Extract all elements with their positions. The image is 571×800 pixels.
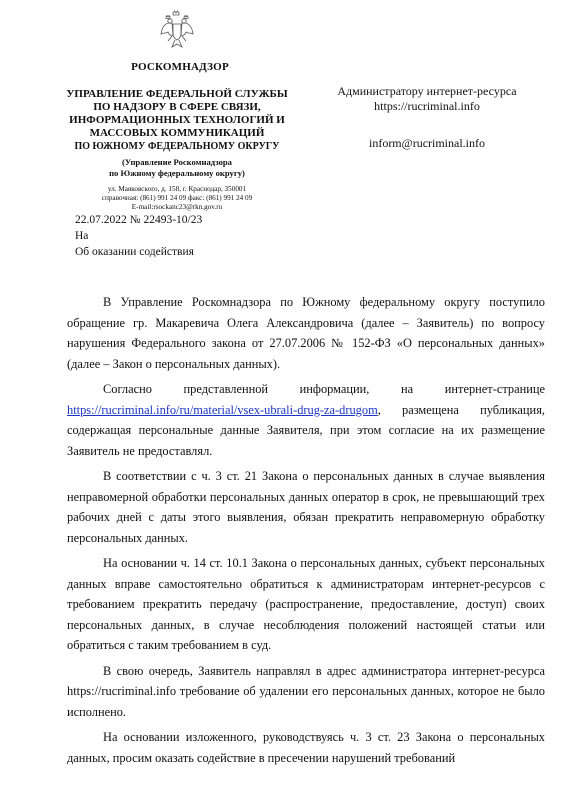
document-subject: Об оказании содействия [75, 246, 194, 258]
org-short-parenthetical [62, 157, 292, 179]
body-paragraph [67, 379, 545, 461]
body-paragraph: На основании изложенного, руководствуясь ч. 3 ст. 23 Закона о персональных данных, просим оказать содействие в пресечении нарушений требований [67, 730, 545, 765]
org-full-line: ПО НАДЗОРУ В СФЕРЕ СВЯЗИ, [93, 101, 261, 113]
email-line: E-mail:rsockanc23@rkn.gov.ru [131, 203, 223, 211]
address-line: ул. Маяковского, д. 158, г. Краснодар, 350001 [107, 185, 247, 193]
reference-label: На [75, 230, 89, 242]
recipient-email: inform@rucriminal.info [368, 136, 486, 150]
body-paragraph: В соответствии с ч. 3 ст. 21 Закона о персональных данных в случае выявления неправомерной обработки персональных данных оператор в срок, не превышающий трех рабочих дней с даты этого выявления, обязан прекратить неправомерную обработку персональных данных. [67, 469, 545, 545]
org-full-line: МАССОВЫХ КОММУНИКАЦИЙ [89, 127, 265, 139]
recipient-title: Администратору интернет-ресурса [337, 84, 517, 98]
org-paren-line: (Управление Роскомнадзора [122, 157, 232, 167]
phone-fax-line: справочная: (861) 991 24 09 факс: (861) 991 24 09 [101, 194, 253, 202]
recipient-site: https://rucriminal.info [374, 99, 480, 113]
org-short-name: РОСКОМНАДЗОР [131, 61, 229, 73]
publication-link[interactable]: https://rucriminal.info/ru/material/vsex-ubrali-drug-za-drugom [67, 402, 378, 417]
recipient-block [312, 84, 542, 151]
org-full-line: ПО ЮЖНОМУ ФЕДЕРАЛЬНОМУ ОКРУГУ [74, 141, 280, 152]
org-full-line: ИНФОРМАЦИОННЫХ ТЕХНОЛОГИЙ И [69, 114, 285, 126]
body-paragraph: В Управление Роскомнадзора по Южному федеральному округу поступило обращение гр. Макаревича Олега Александровича (далее – Заявитель) по вопросу нарушения Федерального закона от 27.07.2006 № 152-ФЗ «О персональных данных» (далее – Закон о персональных данных). [67, 295, 545, 371]
org-paren-line: по Южному федеральному округу) [109, 168, 245, 178]
paragraph-text: , размещена публикация, содержащая персональные данные Заявителя, при этом согласие на их размещение Заявитель не предоставлял. [67, 402, 545, 458]
body-paragraph: В свою очередь, Заявитель направлял в адрес администратора интернет-ресурса https://rucriminal.info требование об удалении его персональных данных, которое не было исполнено. [67, 663, 545, 719]
letter-body [67, 292, 545, 773]
org-address [62, 185, 292, 212]
russian-coat-of-arms-icon [160, 10, 194, 50]
paragraph-text: Согласно представленной информации, на интернет-странице [103, 382, 545, 396]
body-paragraph: На основании ч. 14 ст. 10.1 Закона о персональных данных, субъект персональных данных вправе самостоятельно обратиться к администраторам интернет-ресурсов с требованием прекратить передачу (распространение, предоставление, доступ) своих персональных данных, в случае несоблюдения положений настоящей статьи или обратиться с таким требованием в суд. [67, 556, 545, 652]
document-number: 22.07.2022 № 22493-10/23 [75, 214, 203, 226]
org-full-line: УПРАВЛЕНИЕ ФЕДЕРАЛЬНОЙ СЛУЖБЫ [66, 88, 288, 100]
org-full-name [62, 88, 292, 153]
